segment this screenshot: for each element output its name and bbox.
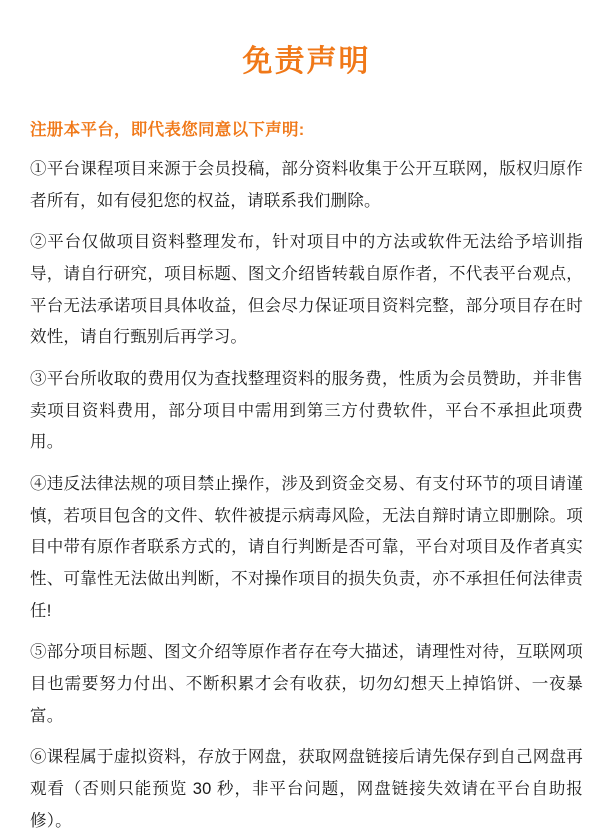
intro-statement: 注册本平台，即代表您同意以下声明:	[30, 121, 305, 139]
clause-item: ①平台课程项目来源于会员投稿，部分资料收集于公开互联网，版权归原作者所有，如有侵犯您的权益，请联系我们删除。	[30, 160, 583, 210]
clause-item: ④违反法律法规的项目禁止操作，涉及到资金交易、有支付环节的项目请谨慎，若项目包含的文件、软件被提示病毒风险，无法自辩时请立即删除。项目中带有原作者联系方式的，请自行判断是否可靠，平台对项目及作者真实性、可靠性无法做出判断，不对操作项目的损失负责，亦不承担任何法律责任!	[30, 475, 583, 620]
clause-item: ⑤部分项目标题、图文介绍等原作者存在夸大描述，请理性对待，互联网项目也需要努力付出、不断积累才会有收获，切勿幻想天上掉馅饼、一夜暴富。	[30, 643, 583, 725]
clause-item: ⑥课程属于虚拟资料，存放于网盘，获取网盘链接后请先保存到自己网盘再观看（否则只能预览 30 秒，非平台问题，网盘链接失效请在平台自助报修）。	[30, 748, 583, 830]
clause-item: ②平台仅做项目资料整理发布，针对项目中的方法或软件无法给予培训指导，请自行研究，项目标题、图文介绍皆转载自原作者，不代表平台观点，平台无法承诺项目具体收益，但会尽力保证项目资料完整，部分项目存在时效性，请自行甄别后再学习。	[30, 233, 583, 347]
page-title: 免责声明	[242, 45, 371, 78]
clause-item: ③平台所收取的费用仅为查找整理资料的服务费，性质为会员赞助，并非售卖项目资料费用，部分项目中需用到第三方付费软件，平台不承担此项费用。	[30, 370, 583, 452]
